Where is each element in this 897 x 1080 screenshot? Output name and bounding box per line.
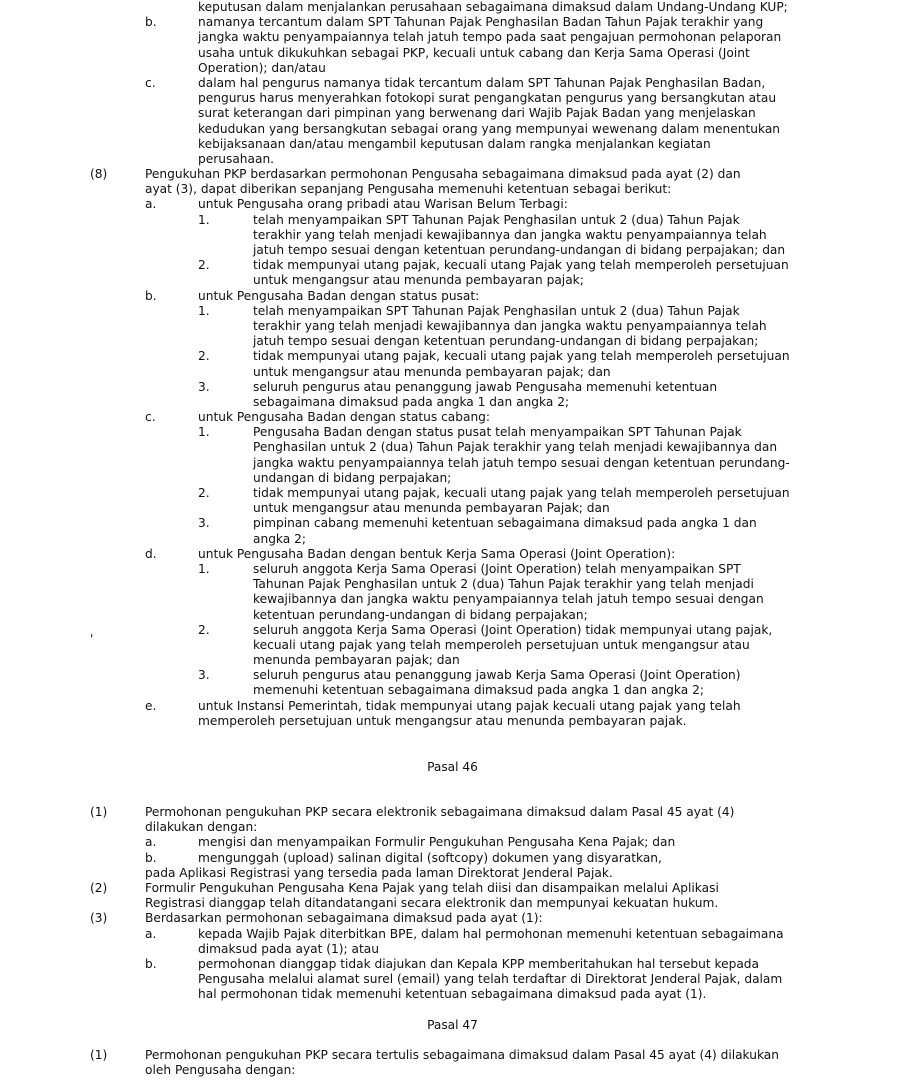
item-text: oleh Pengusaha dengan: <box>145 1063 296 1078</box>
text-line <box>0 562 897 577</box>
item-text: jatuh tempo sesuai dengan ketentuan perundang-undangan di bidang perpajakan; dan <box>253 243 786 257</box>
item-label: 2. <box>198 622 210 637</box>
item-text: Berdasarkan permohonan sebagaimana dimaksud pada ayat (1): <box>145 911 543 926</box>
item-text: menunda pembayaran pajak; dan <box>253 653 460 668</box>
item-text: pengurus harus menyerahkan fotokopi surat pengangkatan pengurus yang bersangkutan atau <box>198 91 777 106</box>
item-text: perusahaan. <box>198 151 275 166</box>
item-text: memenuhi ketentuan sebagaimana dimaksud pada angka 1 dan angka 2; <box>253 683 704 698</box>
item-text: dilakukan dengan: <box>145 820 258 835</box>
item-text: untuk Pengusaha Badan dengan status cabang: <box>198 410 491 425</box>
text-line <box>0 987 897 1002</box>
item-text: tidak mempunyai utang pajak, kecuali utang pajak yang telah memperoleh persetujuan <box>253 349 790 364</box>
text-line <box>0 349 897 364</box>
item-text: untuk mengangsur atau menunda pembayaran pajak; dan <box>253 364 611 379</box>
item-label: c. <box>145 410 156 425</box>
article-heading-47: Pasal 47 <box>427 1018 478 1032</box>
text-line <box>0 820 897 835</box>
item-label: b. <box>145 15 157 30</box>
item-text: namanya tercantum dalam SPT Tahunan Pajak Penghasilan Badan Tahun Pajak terakhir yang <box>198 15 764 30</box>
text-line <box>0 152 897 167</box>
text-line <box>0 106 897 121</box>
item-text: seluruh anggota Kerja Sama Operasi (Joint Operation) telah menyampaikan SPT <box>253 561 741 576</box>
text-line <box>0 273 897 288</box>
text-line <box>0 243 897 258</box>
item-label: 2. <box>198 486 210 500</box>
item-text: telah menyampaikan SPT Tahunan Pajak Penghasilan untuk 2 (dua) Tahun Pajak <box>253 212 740 227</box>
item-label: b. <box>145 288 157 303</box>
text-line <box>0 334 897 349</box>
text-line <box>0 410 897 425</box>
text-line <box>0 228 897 243</box>
text-line <box>0 532 897 547</box>
item-text: untuk Pengusaha Badan dengan bentuk Kerja Sama Operasi (Joint Operation): <box>198 546 676 561</box>
text-line <box>0 197 897 212</box>
stray-mark: ' <box>90 632 94 646</box>
item-label: e. <box>145 698 157 713</box>
text-line <box>0 957 897 972</box>
item-text: jatuh tempo sesuai dengan ketentuan perundang-undangan di bidang perpajakan; <box>253 334 759 349</box>
item-label: c. <box>145 75 156 90</box>
item-text: Pengukuhan PKP berdasarkan permohonan Pengusaha sebagaimana dimaksud pada ayat (2) dan <box>145 167 741 182</box>
text-line <box>0 0 897 15</box>
item-label: 3. <box>198 379 210 394</box>
item-label: 1. <box>198 425 210 440</box>
text-line <box>0 91 897 106</box>
text-line <box>0 76 897 91</box>
text-line <box>0 547 897 562</box>
text-line <box>0 851 897 866</box>
item-text: usaha untuk dikukuhkan sebagai PKP, kecuali untuk cabang dan Kerja Sama Operasi (Joint <box>198 45 750 60</box>
item-text: Permohonan pengukuhan PKP secara tertulis sebagaimana dimaksud dalam Pasal 45 ayat (4) dilakukan <box>145 1048 779 1062</box>
item-label: 1. <box>198 212 210 227</box>
item-text: jangka waktu penyampaiannya telah jatuh tempo pada saat pengajuan permohonan pelaporan <box>198 30 782 45</box>
item-text: Permohonan pengukuhan PKP secara elektronik sebagaimana dimaksud dalam Pasal 45 ayat (4) <box>145 805 735 819</box>
text-line <box>0 486 897 501</box>
text-line <box>0 501 897 516</box>
item-text: mengisi dan menyampaikan Formulir Pengukuhan Pengusaha Kena Pajak; dan <box>198 835 676 850</box>
text-line <box>0 304 897 319</box>
text-line <box>0 1063 897 1078</box>
item-text: kedudukan yang bersangkutan sebagai orang yang mempunyai wewenang dalam menentukan <box>198 121 781 136</box>
text-line <box>0 456 897 471</box>
article-heading-46: Pasal 46 <box>427 760 478 774</box>
item-text: pada Aplikasi Registrasi yang tersedia pada laman Direktorat Jenderal Pajak. <box>145 865 613 880</box>
item-text: angka 2; <box>253 531 306 546</box>
item-label: (1) <box>90 805 108 819</box>
item-label: d. <box>145 546 157 561</box>
item-text: seluruh pengurus atau penanggung jawab Pengusaha memenuhi ketentuan <box>253 379 718 394</box>
item-text: memperoleh persetujuan untuk mengangsur atau menunda pembayaran pajak. <box>198 713 687 728</box>
item-text: Registrasi dianggap telah ditandatangani secara elektronik dan mempunyai kekuatan hukum. <box>145 896 719 911</box>
section-lines <box>0 805 897 1002</box>
text-line <box>0 653 897 668</box>
item-text: telah menyampaikan SPT Tahunan Pajak Penghasilan untuk 2 (dua) Tahun Pajak <box>253 303 740 318</box>
text-line <box>0 380 897 395</box>
text-line <box>0 683 897 698</box>
item-label: a. <box>145 926 157 941</box>
text-line <box>0 182 897 197</box>
item-text: terakhir yang telah menjadi kewajibannya dan jangka waktu penyampaiannya telah <box>253 318 767 333</box>
text-line <box>0 365 897 380</box>
text-line <box>0 440 897 455</box>
text-line <box>0 471 897 486</box>
item-text: ayat (3), dapat diberikan sepanjang Pengusaha memenuhi ketentuan sebagai berikut: <box>145 182 672 197</box>
item-label: 2. <box>198 258 210 273</box>
text-line <box>0 577 897 592</box>
item-text: seluruh pengurus atau penanggung jawab Kerja Sama Operasi (Joint Operation) <box>253 668 741 683</box>
item-label: (2) <box>90 880 108 895</box>
item-text: Formulir Pengukuhan Pengusaha Kena Pajak yang telah diisi dan disampaikan melalui Aplikasi <box>145 880 719 895</box>
item-text: jangka waktu penyampaiannya telah jatuh tempo sesuai dengan ketentuan perundang- <box>253 455 790 470</box>
item-text: ketentuan perundang-undangan di bidang perpajakan; <box>253 607 588 622</box>
text-line <box>0 638 897 653</box>
text-line <box>0 972 897 987</box>
item-text: seluruh anggota Kerja Sama Operasi (Joint Operation) tidak mempunyai utang pajak, <box>253 622 773 637</box>
item-text: tidak mempunyai utang pajak, kecuali utang Pajak yang telah memperoleh persetujuan <box>253 258 789 273</box>
item-label: b. <box>145 956 157 971</box>
item-text: dimaksud pada ayat (1); atau <box>198 941 379 956</box>
item-text: kewajibannya dan jangka waktu penyampaiannya telah jatuh tempo sesuai dengan <box>253 592 764 607</box>
item-label: (1) <box>90 1048 108 1062</box>
item-text: pimpinan cabang memenuhi ketentuan sebagaimana dimaksud pada angka 1 dan <box>253 516 757 531</box>
text-line <box>0 137 897 152</box>
item-text: hal permohonan tidak memenuhi ketentuan sebagaimana dimaksud pada ayat (1). <box>198 987 707 1002</box>
item-text: undangan di bidang perpajakan; <box>253 470 452 485</box>
item-text: Tahunan Pajak Penghasilan untuk 2 (dua) Tahun Pajak terakhir yang telah menjadi <box>253 577 754 592</box>
text-line <box>0 30 897 45</box>
text-line <box>0 699 897 714</box>
item-label: b. <box>145 850 157 865</box>
item-text: kepada Wajib Pajak diterbitkan BPE, dalam hal permohonan memenuhi ketentuan sebagaimana <box>198 926 784 941</box>
text-line <box>0 258 897 273</box>
item-text: tidak mempunyai utang pajak, kecuali utang pajak yang telah memperoleh persetujuan <box>253 486 790 500</box>
item-text: Pengusaha Badan dengan status pusat telah menyampaikan SPT Tahunan Pajak <box>253 425 742 440</box>
text-line <box>0 805 897 820</box>
text-line <box>0 714 897 729</box>
item-text: untuk Pengusaha Badan dengan status pusat: <box>198 288 480 303</box>
item-label: 2. <box>198 349 210 364</box>
text-line <box>0 167 897 182</box>
item-label: 1. <box>198 561 210 576</box>
text-line <box>0 592 897 607</box>
item-text: Penghasilan untuk 2 (dua) Tahun Pajak terakhir yang telah menjadi kewajibannya dan <box>253 440 778 455</box>
text-line <box>0 425 897 440</box>
text-line <box>0 668 897 683</box>
item-text: dalam hal pengurus namanya tidak tercantum dalam SPT Tahunan Pajak Penghasilan Badan, <box>198 75 766 90</box>
item-text: surat keterangan dari pimpinan yang berwenang dari Wajib Pajak Badan yang menjelaskan <box>198 106 756 121</box>
text-line <box>0 61 897 76</box>
item-label: 3. <box>198 668 210 683</box>
text-line <box>0 896 897 911</box>
item-text: terakhir yang telah menjadi kewajibannya dan jangka waktu penyampaiannya telah <box>253 227 767 242</box>
text-line <box>0 46 897 61</box>
section-lines <box>0 1048 897 1078</box>
text-line <box>0 623 897 638</box>
text-line <box>0 1048 897 1063</box>
text-line <box>0 319 897 334</box>
text-line <box>0 608 897 623</box>
item-text: untuk Pengusaha orang pribadi atau Warisan Belum Terbagi: <box>198 197 568 212</box>
text-line <box>0 866 897 881</box>
item-label: a. <box>145 197 157 212</box>
item-label: a. <box>145 835 157 850</box>
item-label: 3. <box>198 516 210 531</box>
item-text: untuk mengangsur atau menunda pembayaran Pajak; dan <box>253 501 610 516</box>
text-line <box>0 122 897 137</box>
item-text: permohonan dianggap tidak diajukan dan Kepala KPP memberitahukan hal tersebut kepada <box>198 956 760 971</box>
item-label: (8) <box>90 167 108 182</box>
item-text: keputusan dalam menjalankan perusahaan sebagaimana dimaksud dalam Undang-Undang KUP; <box>198 0 788 14</box>
text-line <box>0 395 897 410</box>
item-text: kecuali utang pajak yang telah memperoleh persetujuan untuk mengangsur atau <box>253 637 750 652</box>
item-text: mengunggah (upload) salinan digital (softcopy) dokumen yang disyaratkan, <box>198 850 662 865</box>
text-line <box>0 289 897 304</box>
item-label: 1. <box>198 303 210 318</box>
text-line <box>0 835 897 850</box>
item-text: sebagaimana dimaksud pada angka 1 dan angka 2; <box>253 394 570 409</box>
text-line <box>0 213 897 228</box>
text-line <box>0 15 897 30</box>
text-line <box>0 911 897 926</box>
text-line <box>0 516 897 531</box>
item-text: Operation); dan/atau <box>198 60 326 75</box>
text-line <box>0 942 897 957</box>
item-label: (3) <box>90 911 108 926</box>
item-text: kebijaksanaan dan/atau mengambil keputusan dalam rangka menjalankan kegiatan <box>198 136 711 151</box>
text-line <box>0 881 897 896</box>
item-text: Pengusaha melalui alamat surel (email) yang telah terdaftar di Direktorat Jenderal Pajak, dalam <box>198 972 783 987</box>
item-text: untuk mengangsur atau menunda pembayaran pajak; <box>253 273 584 288</box>
text-line <box>0 927 897 942</box>
item-text: untuk Instansi Pemerintah, tidak mempunyai utang pajak kecuali utang pajak yang telah <box>198 698 741 713</box>
